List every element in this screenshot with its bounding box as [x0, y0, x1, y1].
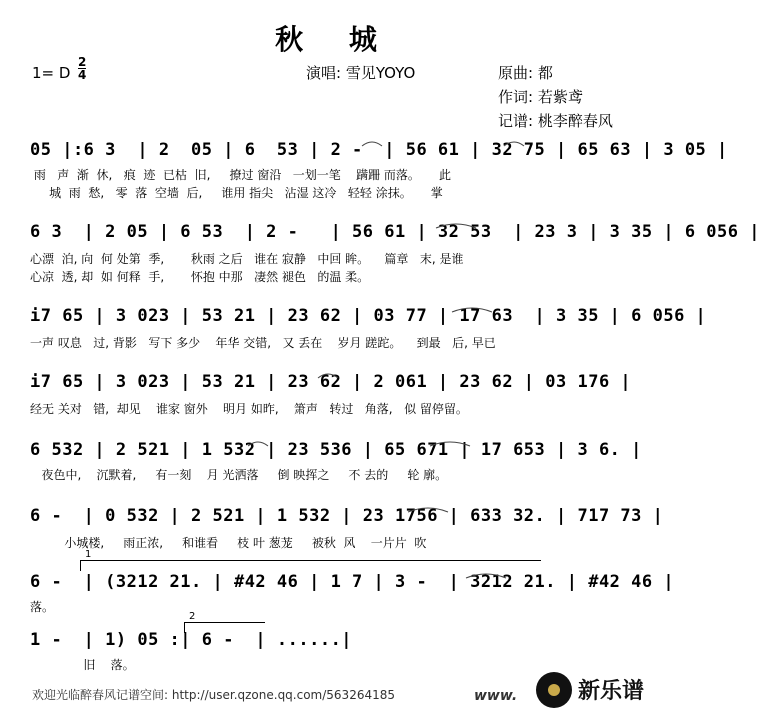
key-signature: 1= D — [32, 64, 71, 82]
lyric-line: 落。 — [30, 600, 55, 614]
notation-row-1: 05 |:6 3 | 2 05 | 6 53 | 2 - | 56 61 | 32 75 | 65 63 | 3 05 | — [30, 140, 728, 160]
lyric-line: 夜色中, 沉默着, 有一刻 月 光洒落 倒 映挥之 不 去的 轮 廓。 — [30, 468, 448, 482]
notation-row-7: 6 - | (3212 21. | #42 46 | 1 7 | 3 - | 3212 21. | #42 46 | — [30, 572, 675, 592]
footer-note: 欢迎光临醉春风记谱空间: http://user.qzone.qq.com/563264185 — [32, 688, 396, 702]
lyric-line: 城 雨 愁, 零 落 空墙 后, 谁用 指尖 沾湿 这冷 轻轻 涂抹。 掌 — [30, 186, 443, 200]
notation-row-6: 6 - | 0 532 | 2 521 | 1 532 | 23 1756 | 633 32. | 717 73 | — [30, 506, 664, 526]
original-credit: 原曲: 都 — [498, 64, 553, 82]
notation-row-8: 1 - | 1) 05 :| 6 - | ......| — [30, 630, 353, 650]
lyric-line: 经无 关对 错, 却见 谁家 窗外 明月 如昨, 箫声 转过 角落, 似 留停留。 — [30, 402, 468, 416]
site-prefix: www. — [474, 688, 518, 704]
meter-top: 2 — [78, 55, 87, 69]
lyric-line: 心凉 透, 却 如 何释 手, 怀抱 中那 凄然 褪色 的温 柔。 — [30, 270, 370, 284]
record-logo-icon — [536, 672, 572, 708]
meter-bottom: 4 — [78, 68, 87, 82]
volta-number: 1 — [85, 549, 92, 560]
notation-row-2: 6 3 | 2 05 | 6 53 | 2 - | 56 61 | 32 53 | 23 3 | 3 35 | 6 056 | — [30, 222, 760, 242]
singer-credit: 演唱: 雪见YOYO — [306, 64, 416, 82]
lyric-line: 一声 叹息 过, 背影 写下 多少 年华 交错, 又 丢在 岁月 蹉跎。 到最 后, 早已 — [30, 336, 496, 350]
notation-row-3: i7 65 | 3 023 | 53 21 | 23 62 | 03 77 | 17 63 | 3 35 | 6 056 | — [30, 306, 707, 326]
lyric-line: 雨 声 渐 休, 痕 迹 已枯 旧, 撩过 窗沿 一划一笔 蹒跚 而落。 此 — [30, 168, 451, 182]
lyricist-credit: 作词: 若紫鸢 — [498, 88, 583, 106]
lyric-line: 心漂 泊, 向 何 处第 季, 秋雨 之后 谁在 寂静 中回 眸。 篇章 末, 是谁 — [30, 252, 464, 266]
notation-row-5: 6 532 | 2 521 | 1 532 | 23 536 | 65 671 | 17 653 | 3 6. | — [30, 440, 642, 460]
song-title: 秋 城 — [275, 23, 395, 56]
notation-row-4: i7 65 | 3 023 | 53 21 | 23 62 | 2 061 | 23 62 | 03 176 | — [30, 372, 632, 392]
site-logo[interactable]: 新乐谱 — [578, 679, 645, 704]
transcriber-credit: 记谱: 桃李醉春风 — [498, 112, 613, 130]
volta-number: 2 — [189, 611, 196, 622]
lyric-line: 小城楼, 雨正浓, 和谁看 枝 叶 葱茏 被秋 风 一片片 吹 — [30, 536, 427, 550]
lyric-line: 旧 落。 — [30, 658, 135, 672]
